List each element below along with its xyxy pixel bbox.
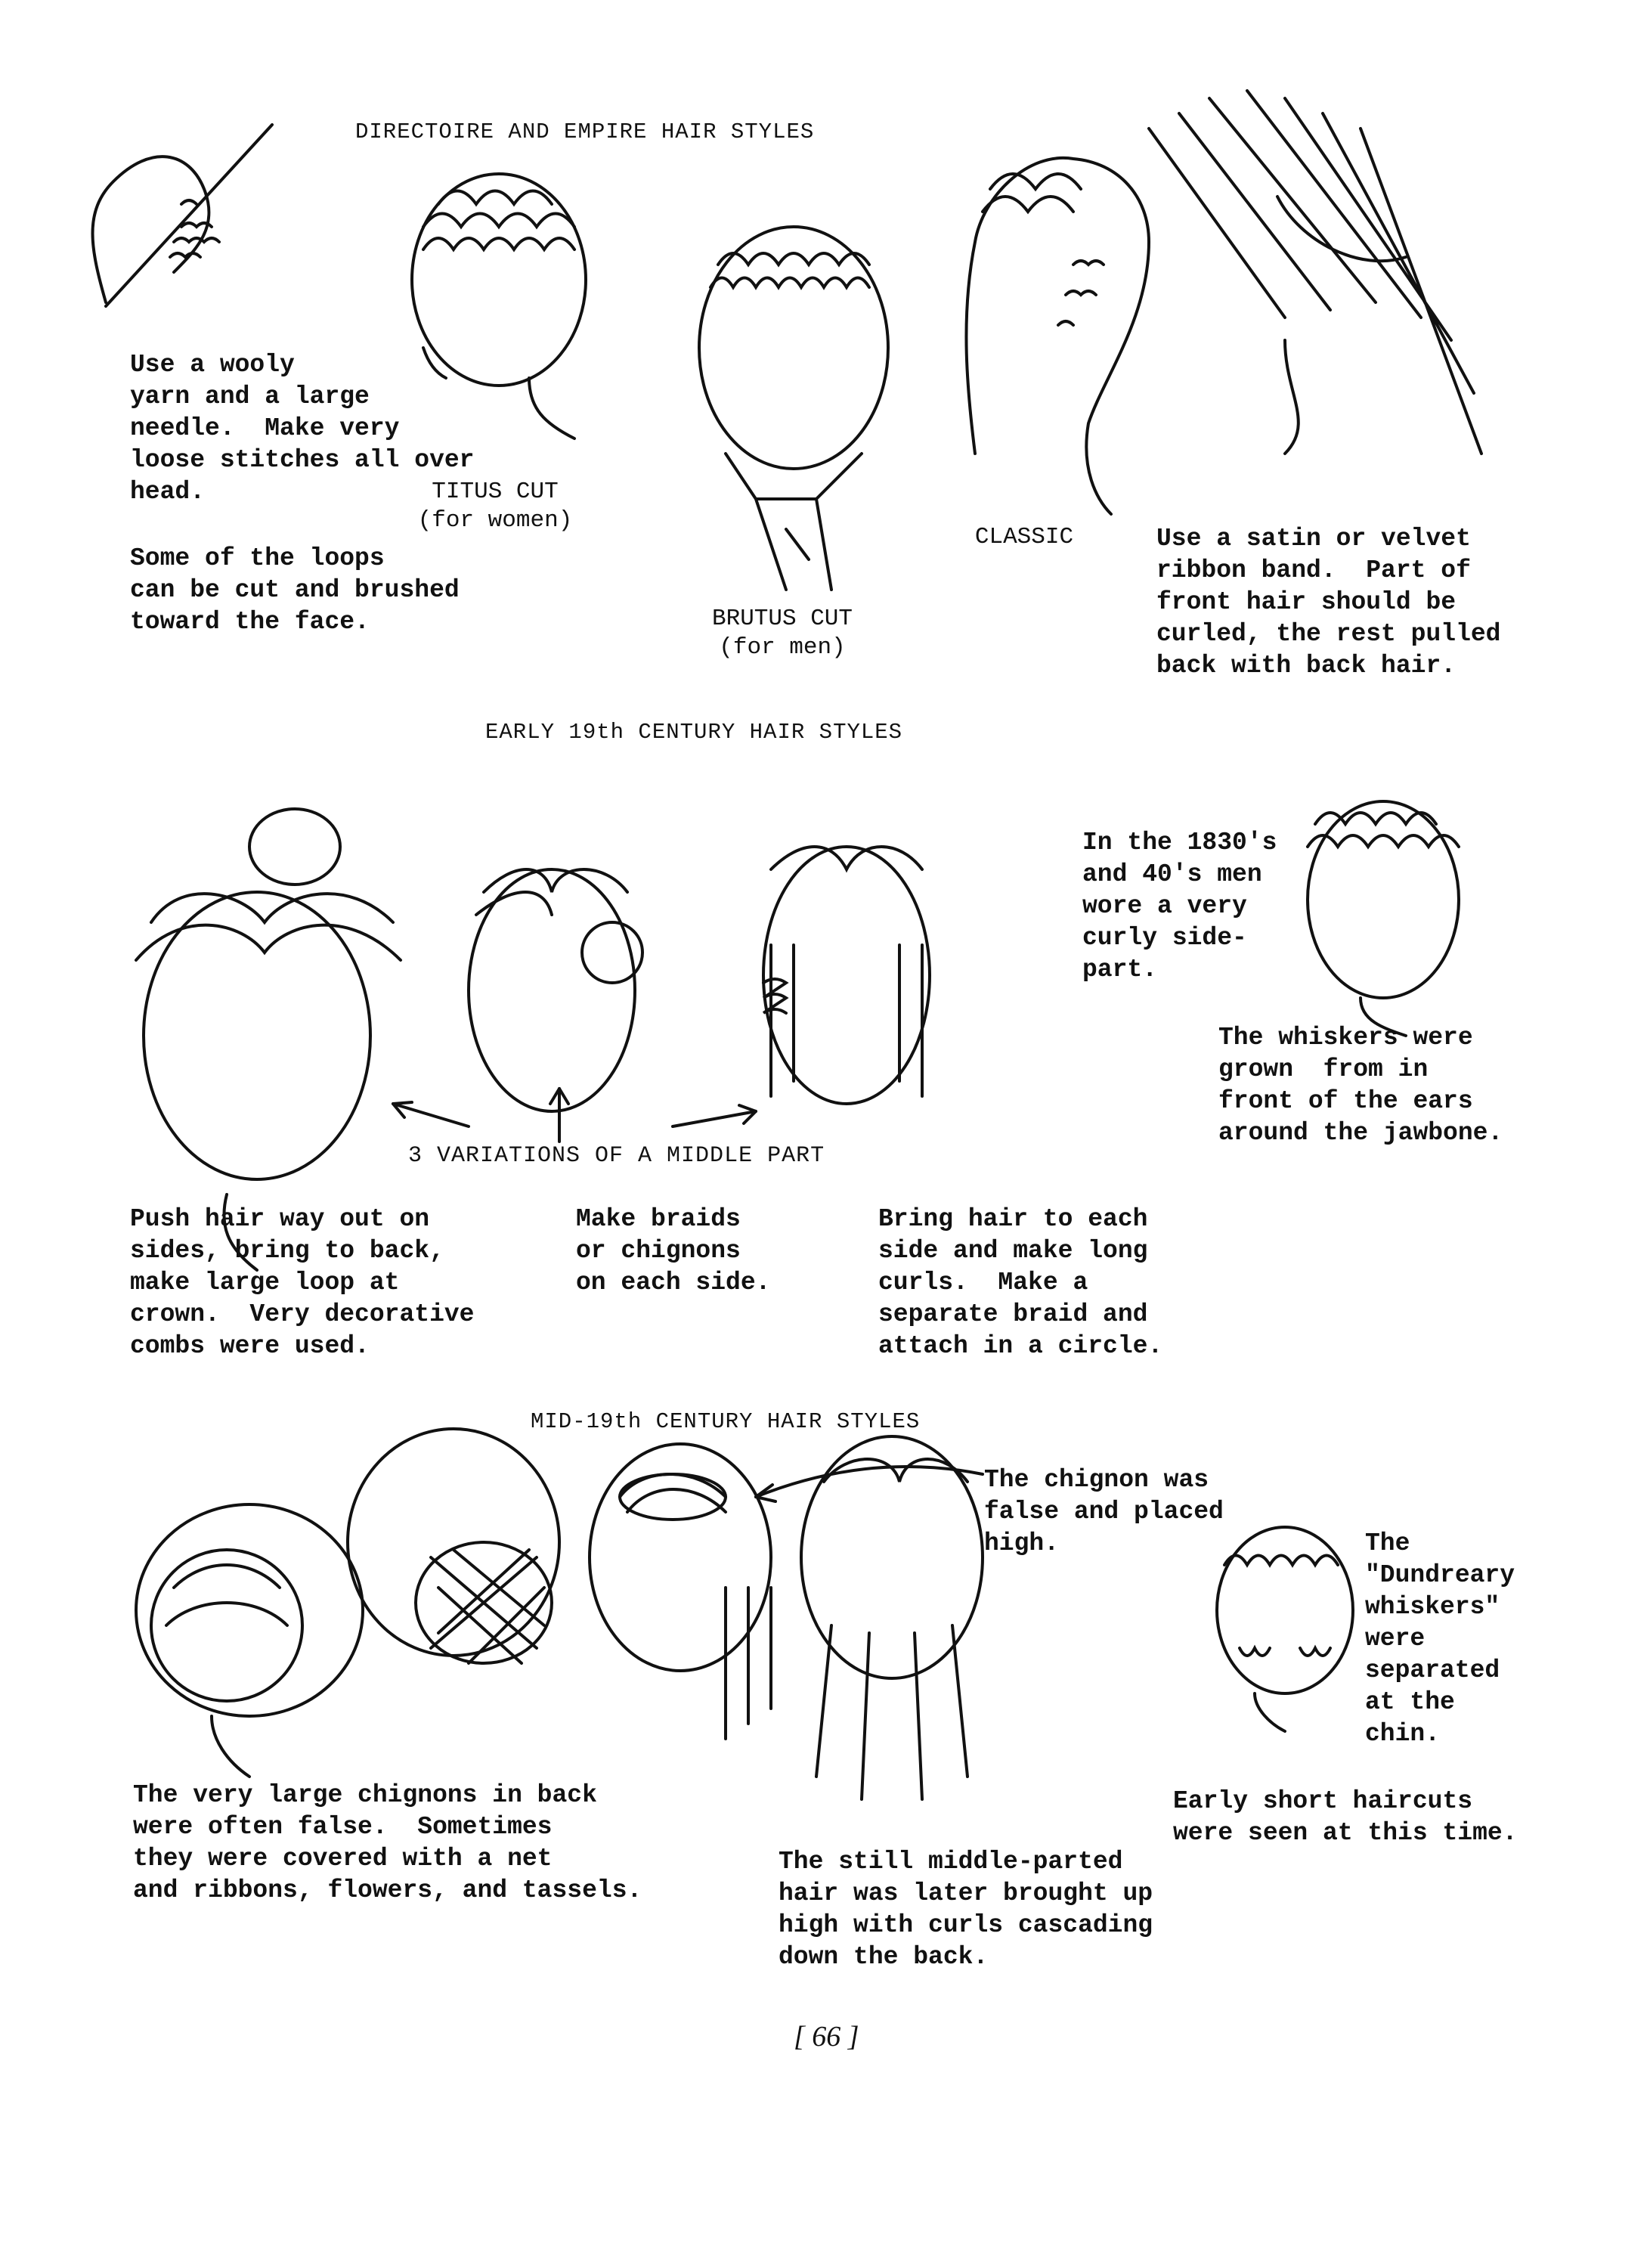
long-curls-note: Bring hair to each side and make long curls. Make a separate braid and attach in a circle. [878,1205,1163,1360]
directoire-heading: DIRECTOIRE AND EMPIRE HAIR STYLES [355,119,815,144]
ribbon-band-illustration [1149,91,1481,454]
wool-yarn-note: Use a wooly yarn and a large needle. Make very loose stitches all over head. [130,351,475,506]
middle-part-variation-1-illustration [136,809,401,1270]
high-chignon-illustration [590,1444,771,1739]
curly-side-part-man-illustration [1308,801,1459,1036]
large-chignon-illustration [136,1504,363,1777]
classic-caption: CLASSIC [974,524,1074,550]
page-number: [ 66 ] [794,2021,859,2053]
middle-part-variation-3-illustration [763,847,930,1104]
variations-label: 3 VARIATIONS OF A MIDDLE PART [408,1143,825,1169]
brutus-cut-illustration [699,227,888,590]
dundreary-note: The "Dundreary whiskers" were separated at the chin. [1365,1529,1515,1748]
chignon-false-note: The chignon was false and placed high. [984,1466,1224,1557]
chignon-arrow [756,1467,983,1501]
braids-note: Make braids or chignons on each side. [576,1205,771,1297]
mid-19th-heading: MID-19th CENTURY HAIR STYLES [531,1409,921,1434]
whiskers-note: The whiskers were grown from in front of the ears around the jawbone. [1218,1024,1503,1147]
loops-note: Some of the loops can be cut and brushed toward the face. [130,544,460,636]
large-chignons-note: The very large chignons in back were often false. Sometimes they were covered with a net and ribbons, flowers, and tassels. [133,1781,642,1904]
ribbon-band-note: Use a satin or velvet ribbon band. Part of front hair should be curled, the rest pulled back with back hair. [1156,525,1501,680]
short-haircuts-note: Early short haircuts were seen at this time. [1173,1787,1518,1847]
brutus-cut-caption: BRUTUS CUT (for men) [711,606,853,661]
early-19th-heading: EARLY 19th CENTURY HAIR STYLES [485,720,903,745]
needle-yarn-illustration [93,125,273,306]
dundreary-man-illustration [1217,1527,1353,1731]
classic-illustration [966,158,1149,514]
middle-parted-note: The still middle-parted hair was later brought up high with curls cascading down the back. [779,1848,1153,1971]
curly-side-part-note: In the 1830's and 40's men wore a very curly side- part. [1082,829,1277,984]
middle-part-variation-2-illustration [469,869,642,1142]
netted-chignon-illustration [348,1429,559,1663]
push-hair-note: Push hair way out on sides, bring to back, make large loop at crown. Very decorative combs were used. [130,1205,475,1360]
titus-cut-caption: TITUS CUT (for women) [417,479,573,534]
cascading-curls-illustration [801,1436,983,1799]
